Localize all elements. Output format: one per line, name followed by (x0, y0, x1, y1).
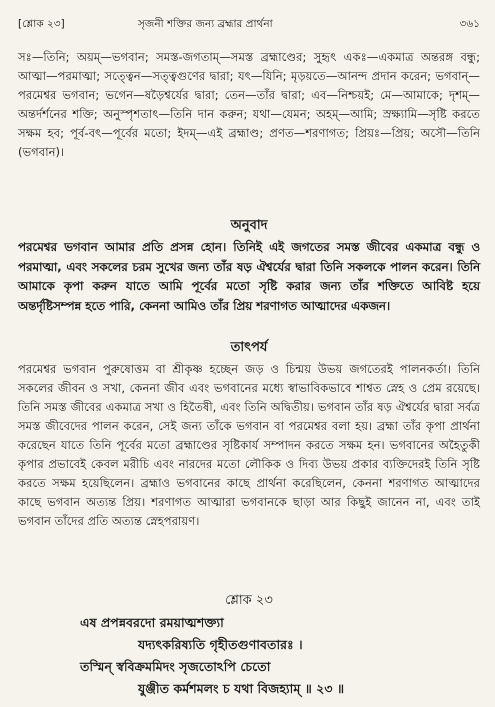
purport-paragraph: পরমেশ্বর ভগবান পুরুষোত্তম বা শ্রীকৃষ্ণ হচ্ছেন জড় ও চিন্ময় উভয় জগতেরই পালনকর্তা। তিনি সকলের জীবন ও সখা, কেননা জীব এবং ভগবানের মধ্যে স্বাভাবিকভাবে শাশ্বত স্নেহ ও প্রেম রয়েছে। তিনি সমস্ত জীবের একমাত্র সখা ও হিতৈষী, এবং তিনি অদ্বিতীয়। ভগবান তাঁর ষড় ঐশ্বর্যের দ্বারা সর্বত্র সমস্ত জীবেদের পালন করেন, সেই জন্য তাঁকে ভগবান বা পরমেশ্বর বলা হয়। ব্রহ্মা তাঁর কৃপা প্রার্থনা করেছেন যাতে তিনি পূর্বের মতো ব্রহ্মাণ্ডের সৃষ্টিকার্য সম্পাদন করতে সক্ষম হন। ভগবানের অহৈতুকী কৃপার প্রভাবেই কেবল মরীচি এবং নারদের মতো লৌকিক ও দিব্য উভয় প্রকার ব্যক্তিদেরই তিনি সৃষ্টি করতে সক্ষম হয়েছিলেন। ব্রহ্মাও ভগবানের কাছে প্রার্থনা করেছিলেন, কেননা শরণাগত আত্মাদের কাছে ভগবান অত্যন্ত প্রিয়। শরণাগত আত্মারা ভগবানকে ছাড়া আর কিছুই জানেন না, এবং তাই ভগবান তাঁদের প্রতি অত্যন্ত স্নেহপরায়ণ। (18, 362, 480, 528)
purport-heading: তাৎপর্য (230, 340, 268, 355)
verse-line: এষ প্রপন্নবরদো রময়াত্মশক্ত্যা (80, 615, 224, 630)
verse-title: শ্লোক ২৩ (225, 593, 273, 608)
page-number: ৩৬১ (459, 18, 480, 30)
translation-heading: অনুবাদ (230, 218, 268, 233)
book-page (18, 12, 480, 702)
page-header (18, 12, 480, 36)
verse-line: তস্মিন্ স্ববিক্রমমিদং সৃজতোঽপি চেতো (80, 659, 271, 674)
translation-paragraph: পরমেশ্বর ভগবান আমার প্রতি প্রসন্ন হোন। তিনিই এই জগতের সমস্ত জীবের একমাত্র বন্ধু ও পরমাত্মা, এবং সকলের চরম সুখের জন্য তাঁর ষড় ঐশ্বর্যের দ্বারা তিনি সকলকে পালন করেন। তিনি আমাকে কৃপা করুন যাতে আমি পূর্বের মতো সৃষ্টি করার জন্য তাঁর শক্তিতে আবিষ্ট হয়ে অন্তর্দৃষ্টিসম্পন্ন হতে পারি, কেননা আমিও তাঁর প্রিয় শরণাগত আত্মাদের একজন। (18, 240, 480, 313)
running-title: সৃজনী শক্তির জন্য ব্রহ্মার প্রার্থনা (138, 18, 273, 30)
synonyms-paragraph: সঃ—তিনি; অয়ম্—ভগবান; সমস্ত-জগতাম্—সমস্ত ব্রহ্মাণ্ডের; সুহৃৎ একঃ—একমাত্র অন্তরঙ্গ বন্ধু; আত্মা—পরমাত্মা; সত্ত্বেন—সত্ত্বগুণের দ্বারা; যৎ—যিনি; মৃড়য়তে—আনন্দ প্রদান করেন; ভগবান্—পরমেশ্বর ভগবান; ভগেন—ষড়ৈশ্বর্যের দ্বারা; তেন—তাঁর দ্বারা; এব—নিশ্চয়ই; মে—আমাকে; দৃশম্—অন্তর্দর্শনের শক্তি; অনুস্পৃশতাৎ—তিনি দান করুন; যথা—যেমন; অহম্—আমি; স্রক্ষ্যামি—সৃষ্টি করতে সক্ষম হব; পূর্ব-বৎ—পূর্বের মতো; ইদম্—এই ব্রহ্মাণ্ড; প্রণত—শরণাগত; প্রিয়ঃ—প্রিয়; অসৌ—তিনি (ভগবান)। (18, 50, 480, 159)
chapter-verse-ref: [শ্লোক ২৩] (18, 18, 65, 30)
verse-line: যুঞ্জীত কর্মশমলং চ যথা বিজহ্যাম্ ॥ ২৩ ॥ (138, 681, 345, 696)
verse-line: যদ্যৎকরিষ্যতি গৃহীতগুণাবতারঃ । (138, 637, 303, 652)
